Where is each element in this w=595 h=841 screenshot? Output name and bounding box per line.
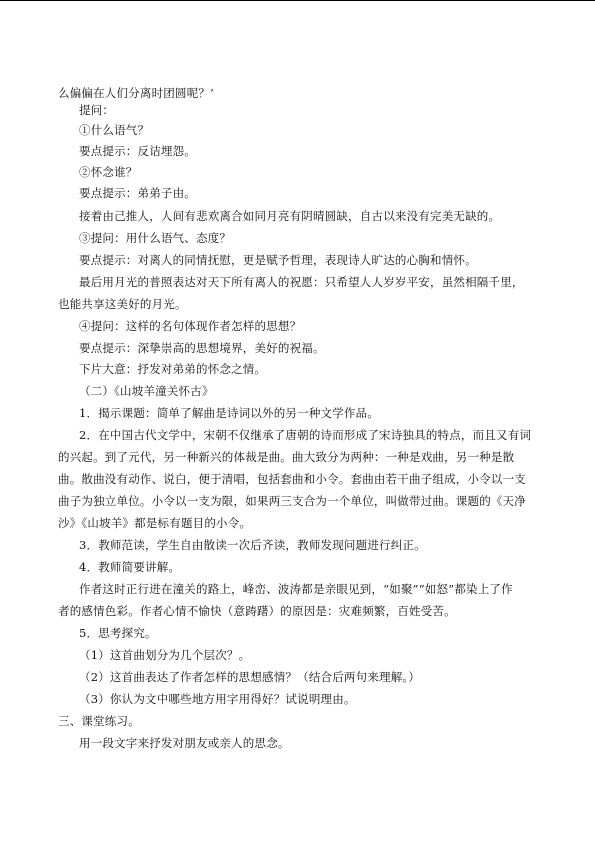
text-line: 要点提示：对离人的同情抚慰，更是赋予哲理，表现诗人旷达的心胸和情怀。 bbox=[79, 253, 477, 267]
text-line: 4．教师简要讲解。 bbox=[79, 560, 181, 574]
section-heading: （二）《山坡羊潼关怀古》 bbox=[79, 384, 214, 398]
text-line: 提问： bbox=[79, 103, 115, 117]
text-line: 下片大意：抒发对弟弟的怀念之情。 bbox=[79, 362, 267, 376]
text-line: 沙》《山坡羊》都是标有题目的小令。 bbox=[58, 516, 252, 530]
text-line: 么偏偏在人们分离时团圆呢？’ bbox=[58, 86, 214, 100]
text-line: （3）你认为文中哪些地方用字用得好？试说明理由。 bbox=[79, 692, 356, 706]
text-line: 用一段文字来抒发对朋友或亲人的思念。 bbox=[79, 736, 290, 750]
text-line: 5．思考探究。 bbox=[79, 626, 157, 640]
text-line: 1．揭示课题：简单了解曲是诗词以外的另一种文学作品。 bbox=[79, 406, 380, 420]
text-line: 最后用月光的普照表达对天下所有离人的祝愿：只希望人人岁岁平安，虽然相隔千里， bbox=[79, 275, 524, 289]
text-line: ②怀念谁？ bbox=[79, 165, 138, 179]
text-line: ①什么语气？ bbox=[79, 123, 150, 137]
text-line: 者的感情色彩。作者心情不愉快（意踌躇）的原因是：灾难频繁，百姓受苦。 bbox=[58, 604, 456, 618]
text-line: 接着由己推人，人间有悲欢离合如同月亮有阴晴圆缺，自古以来没有完美无缺的。 bbox=[79, 209, 501, 223]
text-line: 曲子为独立单位。小令以一支为限，如果两三支合为一个单位，叫做带过曲。课题的《天净 bbox=[58, 494, 526, 508]
text-line: 作者这时正行进在潼关的路上，峰峦、波涛都是亲眼见到，“如聚”“如怒”都染上了作 bbox=[79, 582, 513, 596]
text-line: 要点提示：弟弟子由。 bbox=[79, 186, 196, 200]
text-line: 2．在中国古代文学中，宋朝不仅继承了唐朝的诗而形成了宋诗独具的特点，而且又有词 bbox=[79, 428, 532, 442]
text-line: 曲。散曲没有动作、说白，便于清唱，包括套曲和小令。套曲由若干曲子组成，小令以一支 bbox=[58, 472, 526, 486]
page-top-rule bbox=[0, 0, 595, 1]
text-line: ③提问：用什么语气、态度？ bbox=[79, 231, 232, 245]
text-line: ④提问：这样的名句体现作者怎样的思想？ bbox=[79, 319, 302, 333]
text-line: 要点提示：反诘埋怨。 bbox=[79, 144, 196, 158]
text-line: 也能共享这美好的月光。 bbox=[58, 297, 187, 311]
section-heading: 三、课堂练习。 bbox=[58, 714, 140, 728]
text-line: （1）这首曲划分为几个层次？。 bbox=[79, 648, 251, 662]
text-line: （2）这首曲表达了作者怎样的思想感情？（结合后两句来理解。） bbox=[79, 670, 421, 684]
text-line: 要点提示：深挚崇高的思想境界，美好的祝福。 bbox=[79, 341, 325, 355]
text-line: 3．教师范读，学生自由散读一次后齐读，教师发现问题进行纠正。 bbox=[79, 538, 426, 552]
text-line: 的兴起。到了元代，另一种新兴的体裁是曲。曲大致分为两种：一种是戏曲，另一种是散 bbox=[58, 450, 515, 464]
